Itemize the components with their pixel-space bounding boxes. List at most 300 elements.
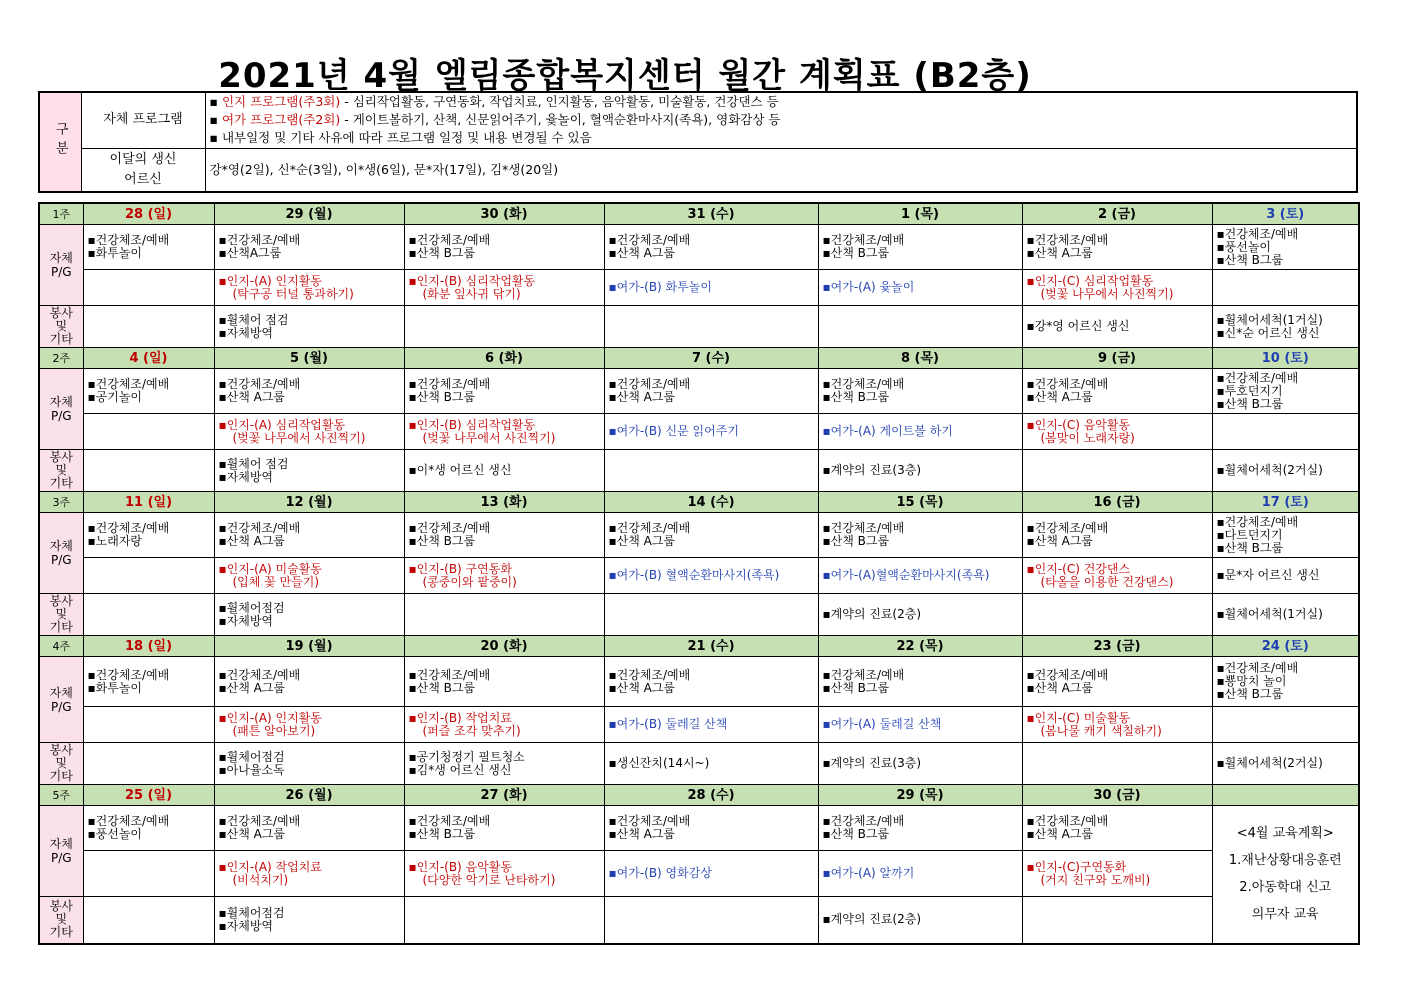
program-cell [818, 806, 1022, 851]
schedule-item: ▪산책 B그룹 [822, 246, 890, 260]
schedule-item: ▪산책 B그룹 [822, 534, 890, 548]
program-cell [1212, 225, 1359, 270]
day-header: 1 (목) [818, 203, 1022, 225]
schedule-item: ▪산책 B그룹 [408, 246, 476, 260]
schedule-item: ▪산책 A그룹 [608, 680, 676, 695]
schedule-item: ▪건강체조/예배 [822, 814, 905, 828]
program-cell [604, 369, 818, 414]
program-item: (화분 잎사귀 닦기) [422, 286, 521, 301]
schedule-item: ▪건강체조/예배 [408, 521, 491, 535]
program-cell [1022, 558, 1212, 594]
program-item: ▪여가-(B) 영화감상 [608, 866, 712, 880]
day-header: 23 (금) [1022, 636, 1212, 657]
program-row [39, 513, 1359, 558]
etc-cell [604, 897, 818, 944]
day-header: 19 (월) [214, 636, 404, 657]
program-item: ▪인지-(C) 미술활동 [1026, 710, 1131, 725]
program-row [39, 225, 1359, 270]
schedule-item: ▪산책 B그룹 [408, 390, 476, 404]
etc-item: ▪이*생 어르신 생신 [408, 463, 512, 477]
etc-cell [1022, 743, 1212, 785]
program-cell [1022, 270, 1212, 306]
education-plan-line: <4월 교육계획> [1236, 826, 1334, 842]
gubun-label: 구분 [52, 121, 68, 160]
etc-item: ▪계약의 진료(3층) [822, 756, 921, 770]
day-header: 28 (일) [83, 203, 214, 225]
program-cell [818, 414, 1022, 450]
schedule-item: ▪건강체조/예배 [408, 377, 491, 391]
etc-row [39, 897, 1359, 944]
program-row-2 [39, 707, 1359, 743]
etc-cell [83, 594, 214, 636]
program-item: ▪여가-(A) 알까기 [822, 866, 915, 880]
program-cell [404, 270, 604, 306]
calendar-table [38, 202, 1360, 945]
day-header: 30 (화) [404, 203, 604, 225]
schedule-item: ▪건강체조/예배 [822, 233, 905, 247]
day-header: 27 (화) [404, 785, 604, 806]
program-cell [1022, 851, 1212, 897]
program-item: ▪인지-(C) 음악활동 [1026, 417, 1131, 432]
schedule-item: ▪건강체조/예배 [87, 377, 170, 391]
schedule-item: ▪산책 A그룹 [608, 390, 676, 404]
schedule-item: ▪화투놀이 [87, 246, 143, 260]
program-item: (봄나물 캐기 색칠하기) [1040, 723, 1162, 738]
program-item: ▪여가-(B) 신문 읽어주기 [608, 424, 739, 438]
program-line-leisure: ▪ 여가 프로그램(주2회) - 게이트볼하기, 산책, 신문읽어주기, 윷놀이, 혈액순환마사지(족욕), 영화감상 등 [209, 112, 781, 128]
program-cell [214, 851, 404, 897]
program-cell [83, 558, 214, 594]
program-cell [83, 806, 214, 851]
program-item: (벚꽃 나무에서 사진찍기) [422, 430, 556, 445]
week-header-row [39, 203, 1359, 225]
schedule-item: ▪산책 A그룹 [608, 246, 676, 260]
schedule-item: ▪건강체조/예배 [1216, 370, 1299, 385]
etc-item: ▪아나율소독 [218, 762, 285, 777]
program-item: ▪인지-(A) 작업치료 [218, 859, 322, 874]
program-row [39, 657, 1359, 707]
schedule-item: ▪산책 A그룹 [1026, 246, 1094, 260]
etc-cell [1212, 450, 1359, 492]
schedule-item: ▪건강체조/예배 [608, 377, 691, 391]
gubun-cell [39, 92, 81, 192]
schedule-item: ▪건강체조/예배 [1026, 377, 1109, 391]
program-row-2 [39, 414, 1359, 450]
schedule-item: ▪건강체조/예배 [608, 667, 691, 682]
etc-item: ▪계약의 진료(2층) [822, 607, 921, 621]
day-header: 2 (금) [1022, 203, 1212, 225]
schedule-item: ▪산책 B그룹 [1216, 396, 1284, 411]
day-header: 22 (목) [818, 636, 1022, 657]
day-header: 14 (수) [604, 492, 818, 513]
etc-cell [1212, 743, 1359, 785]
etc-item: ▪자체방역 [218, 325, 274, 340]
day-header: 8 (목) [818, 348, 1022, 369]
schedule-item: ▪노래자랑 [87, 534, 143, 548]
program-cell [83, 513, 214, 558]
day-header: 7 (수) [604, 348, 818, 369]
etc-cell [1212, 306, 1359, 348]
program-cell [818, 558, 1022, 594]
program-cell [604, 851, 818, 897]
program-cell [604, 270, 818, 306]
day-header: 17 (토) [1212, 492, 1359, 513]
program-cell [214, 657, 404, 707]
pg-side-label: 자체 P/G [39, 369, 83, 450]
pg-side-label: 자체 P/G [39, 657, 83, 743]
week-label: 5주 [39, 785, 83, 806]
program-cell [1022, 369, 1212, 414]
schedule-item: ▪건강체조/예배 [87, 521, 170, 535]
program-cell [214, 369, 404, 414]
program-cell [604, 558, 818, 594]
etc-item: ▪생신잔치(14시~) [608, 756, 710, 770]
program-cell [214, 513, 404, 558]
program-item: ▪여가-(B) 혈액순환마사지(족욕) [608, 568, 780, 582]
program-cell [604, 806, 818, 851]
schedule-item: ▪건강체조/예배 [608, 233, 691, 247]
day-header: 25 (일) [83, 785, 214, 806]
etc-item: ▪자체방역 [218, 918, 274, 933]
program-cell [404, 513, 604, 558]
program-item: (콩중이와 팥중이) [422, 574, 517, 589]
schedule-item: ▪건강체조/예배 [218, 814, 301, 828]
etc-cell [404, 594, 604, 636]
program-cell [604, 707, 818, 743]
day-header: 18 (일) [83, 636, 214, 657]
program-item: ▪인지-(A) 심리작업활동 [218, 417, 346, 432]
birthday-label: 이달의 생신 어르신 [81, 148, 205, 192]
schedule-item: ▪산책 A그룹 [1026, 827, 1094, 841]
etc-item: ▪김*생 어르신 생신 [408, 762, 512, 777]
day-header: 21 (수) [604, 636, 818, 657]
etc-cell [83, 306, 214, 348]
day-header: 10 (토) [1212, 348, 1359, 369]
schedule-item: ▪산책 B그룹 [822, 390, 890, 404]
week-label: 4주 [39, 636, 83, 657]
day-header: 3 (토) [1212, 203, 1359, 225]
schedule-item: ▪건강체조/예배 [218, 667, 301, 682]
program-item: (비석치기) [232, 872, 289, 887]
program-item: (타올을 이용한 건강댄스) [1040, 574, 1174, 589]
program-item: (탁구공 터널 통과하기) [232, 286, 354, 301]
etc-cell [818, 594, 1022, 636]
week-header-row [39, 348, 1359, 369]
schedule-item: ▪건강체조/예배 [87, 233, 170, 247]
program-item: ▪인지-(B) 음악활동 [408, 859, 512, 874]
etc-item: ▪휠체어세척(2거실) [1216, 756, 1323, 770]
schedule-item: ▪투호던지기 [1216, 383, 1283, 398]
program-item: ▪인지-(C) 심리작업활동 [1026, 273, 1154, 288]
schedule-item: ▪산책 A그룹 [1026, 390, 1094, 404]
day-header: 13 (화) [404, 492, 604, 513]
program-item: (거지 친구와 도깨비) [1040, 872, 1151, 887]
etc-cell [604, 306, 818, 348]
etc-cell [1022, 450, 1212, 492]
program-item: ▪문*자 어르신 생신 [1216, 568, 1320, 582]
schedule-item: ▪산책 B그룹 [822, 827, 890, 841]
program-cell [214, 414, 404, 450]
pg-side-label: 자체 P/G [39, 513, 83, 594]
week-label: 3주 [39, 492, 83, 513]
program-item: ▪인지-(B) 구연동화 [408, 561, 512, 576]
etc-item: ▪휠체어점검 [218, 600, 285, 615]
schedule-item: ▪건강체조/예배 [218, 521, 301, 535]
week-header-row [39, 636, 1359, 657]
etc-cell [214, 450, 404, 492]
etc-item: ▪휠체어세척(1거실) [1216, 312, 1323, 327]
etc-item: ▪휠체어 점검 [218, 312, 289, 327]
week-label: 1주 [39, 203, 83, 225]
schedule-item: ▪건강체조/예배 [1216, 226, 1299, 241]
etc-item: ▪휠체어점검 [218, 749, 285, 764]
program-item: (벚꽃 나무에서 사진찍기) [1040, 286, 1174, 301]
program-cell [1022, 225, 1212, 270]
etc-cell [404, 306, 604, 348]
schedule-item: ▪건강체조/예배 [1026, 814, 1109, 828]
education-plan [1212, 806, 1359, 944]
schedule-item: ▪산책A그룹 [218, 246, 282, 260]
day-header: 9 (금) [1022, 348, 1212, 369]
program-item: ▪인지-(A) 미술활동 [218, 561, 322, 576]
program-row [39, 369, 1359, 414]
schedule-item: ▪산책 A그룹 [608, 534, 676, 548]
schedule-item: ▪산책 B그룹 [1216, 687, 1284, 701]
etc-row [39, 594, 1359, 636]
schedule-item: ▪산책 B그룹 [1216, 252, 1284, 267]
program-cell [1212, 414, 1359, 450]
program-cell [404, 851, 604, 897]
program-cell [83, 851, 214, 897]
etc-side-label: 봉사 및 기타 [39, 743, 83, 785]
program-cell [604, 513, 818, 558]
etc-cell [818, 306, 1022, 348]
schedule-item: ▪산책 B그룹 [408, 680, 476, 695]
etc-cell [83, 743, 214, 785]
etc-item: ▪계약의 진료(2층) [822, 912, 921, 927]
etc-side-label: 봉사 및 기타 [39, 897, 83, 944]
program-cell [818, 851, 1022, 897]
pg-side-label: 자체 P/G [39, 806, 83, 897]
program-item: ▪여가-(A) 둘레길 산책 [822, 717, 942, 731]
program-cell [83, 707, 214, 743]
schedule-item: ▪건강체조/예배 [822, 667, 905, 682]
day-header: 26 (월) [214, 785, 404, 806]
week-header-row [39, 785, 1359, 806]
program-cell [1022, 513, 1212, 558]
program-item: (패튼 알아보기) [232, 723, 316, 738]
schedule-item: ▪건강체조/예배 [1026, 521, 1109, 535]
program-cell [214, 270, 404, 306]
schedule-item: ▪산책 B그룹 [408, 827, 476, 841]
day-header: 24 (토) [1212, 636, 1359, 657]
program-cell [404, 369, 604, 414]
program-cell [818, 225, 1022, 270]
program-item: (입체 꽃 만들기) [232, 574, 320, 589]
schedule-item: ▪공기놀이 [87, 390, 143, 404]
etc-item: ▪공기청정기 필트청소 [408, 749, 525, 764]
program-cell [604, 414, 818, 450]
schedule-item: ▪건강체조/예배 [87, 667, 170, 682]
program-cell [83, 657, 214, 707]
schedule-item: ▪산책 A그룹 [218, 390, 286, 404]
etc-cell [404, 897, 604, 944]
program-cell [1022, 657, 1212, 707]
schedule-item: ▪화투놀이 [87, 680, 143, 695]
education-plan-line: 2.아동학대 신고 [1239, 880, 1332, 896]
program-cell [818, 657, 1022, 707]
day-header: 16 (금) [1022, 492, 1212, 513]
program-item: ▪여가-(B) 둘레길 산책 [608, 717, 728, 731]
etc-cell [604, 743, 818, 785]
etc-cell [1022, 306, 1212, 348]
etc-cell [404, 450, 604, 492]
program-cell [83, 225, 214, 270]
etc-item: ▪자체방역 [218, 613, 274, 628]
schedule-item: ▪건강체조/예배 [408, 667, 491, 682]
schedule-item: ▪건강체조/예배 [608, 814, 691, 828]
schedule-item: ▪뿅망치 놀이 [1216, 674, 1287, 688]
etc-cell [214, 743, 404, 785]
program-cell [404, 414, 604, 450]
day-header: 4 (일) [83, 348, 214, 369]
schedule-item: ▪건강체조/예배 [608, 521, 691, 535]
education-plan-line: 의무자 교육 [1251, 907, 1319, 923]
etc-cell [214, 306, 404, 348]
schedule-item: ▪산책 A그룹 [1026, 680, 1094, 695]
program-item: ▪여가-(A) 게이트볼 하기 [822, 424, 953, 438]
schedule-item: ▪건강체조/예배 [1216, 661, 1299, 675]
etc-cell [1022, 897, 1212, 944]
schedule-item: ▪풍선놀이 [1216, 239, 1272, 254]
day-header: 28 (수) [604, 785, 818, 806]
day-header [1212, 785, 1359, 806]
program-item: (퍼즐 조각 맞추기) [422, 723, 521, 738]
program-row-2 [39, 270, 1359, 306]
program-cell [404, 558, 604, 594]
etc-side-label: 봉사 및 기타 [39, 594, 83, 636]
etc-row [39, 450, 1359, 492]
etc-item: ▪휠체어세척(1거실) [1216, 607, 1323, 621]
program-cell [1022, 806, 1212, 851]
etc-cell [818, 450, 1022, 492]
program-item: ▪여가-(A) 윷놀이 [822, 280, 915, 294]
program-cell [83, 369, 214, 414]
program-label: 자체 프로그램 [81, 92, 205, 148]
program-item: (다양한 악기로 난타하기) [422, 872, 556, 887]
etc-cell [604, 594, 818, 636]
program-cell [404, 657, 604, 707]
program-item: ▪인지-(A) 인지활동 [218, 273, 322, 288]
program-cell [1212, 657, 1359, 707]
schedule-item: ▪산책 A그룹 [218, 680, 286, 695]
program-row-2 [39, 851, 1359, 897]
etc-cell [214, 594, 404, 636]
schedule-item: ▪건강체조/예배 [87, 814, 170, 828]
program-cell [818, 513, 1022, 558]
day-header: 20 (화) [404, 636, 604, 657]
etc-item: ▪휠체어세척(2거실) [1216, 463, 1323, 477]
program-cell [404, 806, 604, 851]
program-item: ▪인지-(C) 건강댄스 [1026, 561, 1131, 576]
education-plan-line: 1.재난상황대응훈련 [1228, 853, 1342, 869]
etc-item: ▪신*순 어르신 생신 [1216, 325, 1320, 340]
etc-row [39, 306, 1359, 348]
program-cell [214, 558, 404, 594]
program-row-2 [39, 558, 1359, 594]
schedule-item: ▪건강체조/예배 [408, 814, 491, 828]
schedule-item: ▪산책 A그룹 [218, 827, 286, 841]
day-header: 29 (목) [818, 785, 1022, 806]
program-cell [604, 225, 818, 270]
program-cell [818, 270, 1022, 306]
program-cell [404, 707, 604, 743]
program-line-notice: ▪ 내부일정 및 기타 사유에 따라 프로그램 일정 및 내용 변경될 수 있음 [209, 130, 592, 146]
etc-item: ▪휠체어 점검 [218, 456, 289, 471]
day-header: 6 (화) [404, 348, 604, 369]
etc-item: ▪강*영 어르신 생신 [1026, 319, 1130, 333]
etc-cell [818, 897, 1022, 944]
day-header: 29 (월) [214, 203, 404, 225]
program-cell [1022, 414, 1212, 450]
schedule-item: ▪산책 A그룹 [218, 534, 286, 548]
etc-item: ▪계약의 진료(3층) [822, 463, 921, 477]
program-cell [818, 707, 1022, 743]
program-cell [818, 369, 1022, 414]
schedule-item: ▪건강체조/예배 [822, 377, 905, 391]
program-cell [404, 225, 604, 270]
birthday-list: 강*영(2일), 신*순(3일), 이*생(6일), 문*자(17일), 김*생(20일) [205, 148, 1357, 192]
day-header: 31 (수) [604, 203, 818, 225]
etc-cell [83, 450, 214, 492]
etc-cell [818, 743, 1022, 785]
etc-side-label: 봉사 및 기타 [39, 306, 83, 348]
etc-cell [1022, 594, 1212, 636]
program-item: ▪인지-(A) 인지활동 [218, 710, 322, 725]
schedule-item: ▪건강체조/예배 [1216, 514, 1299, 529]
program-cell [1212, 270, 1359, 306]
etc-item: ▪휠체어점검 [218, 905, 285, 920]
schedule-item: ▪산책 B그룹 [408, 534, 476, 548]
schedule-item: ▪산책 B그룹 [1216, 540, 1284, 555]
program-item: ▪인지-(B) 심리작업활동 [408, 417, 536, 432]
program-item: ▪여가-(B) 화투놀이 [608, 280, 712, 294]
schedule-item: ▪건강체조/예배 [1026, 667, 1109, 682]
etc-cell [404, 743, 604, 785]
schedule-item: ▪건강체조/예배 [1026, 233, 1109, 247]
program-item: (봄맞이 노래자랑) [1040, 430, 1135, 445]
schedule-item: ▪다트던지기 [1216, 527, 1283, 542]
schedule-item: ▪산책 A그룹 [608, 827, 676, 841]
program-row [39, 806, 1359, 851]
program-item: ▪인지-(B) 작업치료 [408, 710, 512, 725]
etc-cell [214, 897, 404, 944]
week-label: 2주 [39, 348, 83, 369]
etc-cell [604, 450, 818, 492]
pg-side-label: 자체 P/G [39, 225, 83, 306]
program-cell [214, 707, 404, 743]
day-header: 12 (월) [214, 492, 404, 513]
day-header: 11 (일) [83, 492, 214, 513]
program-item: ▪인지-(C)구연동화 [1026, 859, 1127, 874]
program-cell [83, 270, 214, 306]
program-item: ▪인지-(B) 심리작업활동 [408, 273, 536, 288]
schedule-item: ▪풍선놀이 [87, 827, 143, 841]
etc-row [39, 743, 1359, 785]
page-title: 2021년 4월 엘림종합복지센터 월간 계획표 (B2층) [218, 56, 1032, 96]
program-cell [214, 225, 404, 270]
etc-cell [83, 897, 214, 944]
